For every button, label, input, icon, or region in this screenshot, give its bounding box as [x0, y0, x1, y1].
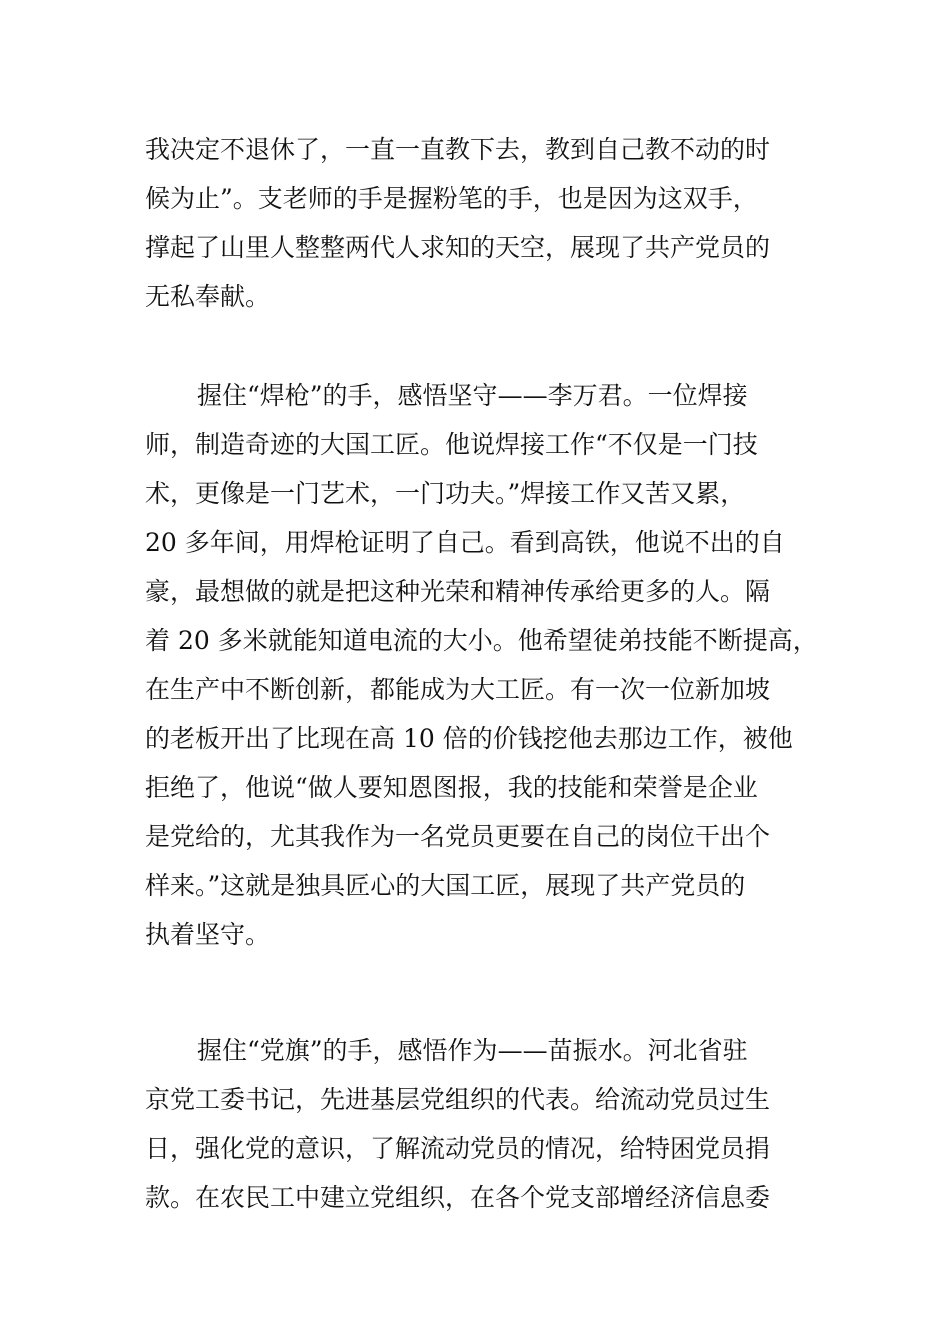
- paragraph-2-line-12: 执着坚守。: [145, 920, 271, 949]
- paragraph-2-line-11: 样来。”这就是独具匠心的大国工匠，展现了共产党员的: [145, 871, 746, 900]
- paragraph-1-line-3: 撑起了山里人整整两代人求知的天空，展现了共产党员的: [145, 233, 771, 262]
- paragraph-1-line-1: 我决定不退休了，一直一直教下去，教到自己教不动的时: [145, 135, 771, 164]
- paragraph-2-line-8: 的老板开出了比现在高 10 倍的价钱挖他去那边工作，被他: [145, 724, 793, 753]
- paragraph-1-line-2: 候为止”。支老师的手是握粉笔的手，也是因为这双手，: [145, 184, 758, 213]
- paragraph-3-line-1: 握住“党旗”的手，感悟作为——苗振水。河北省驻: [197, 1036, 748, 1065]
- paragraph-3-line-3: 日，强化党的意识，了解流动党员的情况，给特困党员捐: [145, 1134, 771, 1163]
- paragraph-2-line-10: 是党给的，尤其我作为一名党员更要在自己的岗位干出个: [145, 822, 771, 851]
- paragraph-2-line-5: 豪，最想做的就是把这种光荣和精神传承给更多的人。隔: [145, 577, 771, 606]
- paragraph-3-line-4: 款。在农民工中建立党组织，在各个党支部增经济信息委: [145, 1183, 771, 1212]
- paragraph-2-line-3: 术，更像是一门艺术，一门功夫。”焊接工作又苦又累，: [145, 479, 746, 508]
- paragraph-2-line-1: 握住“焊枪”的手，感悟坚守——李万君。一位焊接: [197, 381, 748, 410]
- paragraph-1-line-4: 无私奉献。: [145, 282, 271, 311]
- paragraph-2-line-6: 着 20 多米就能知道电流的大小。他希望徒弟技能不断提高，: [145, 626, 818, 655]
- paragraph-3-line-2: 京党工委书记，先进基层党组织的代表。给流动党员过生: [145, 1085, 771, 1114]
- paragraph-2-line-4: 20 多年间，用焊枪证明了自己。看到高铁，他说不出的自: [145, 528, 785, 557]
- paragraph-2-line-2: 师，制造奇迹的大国工匠。他说焊接工作“不仅是一门技: [145, 430, 758, 459]
- paragraph-2-line-7: 在生产中不断创新，都能成为大工匠。有一次一位新加坡: [145, 675, 771, 704]
- paragraph-2-line-9: 拒绝了，他说“做人要知恩图报，我的技能和荣誉是企业: [145, 773, 758, 802]
